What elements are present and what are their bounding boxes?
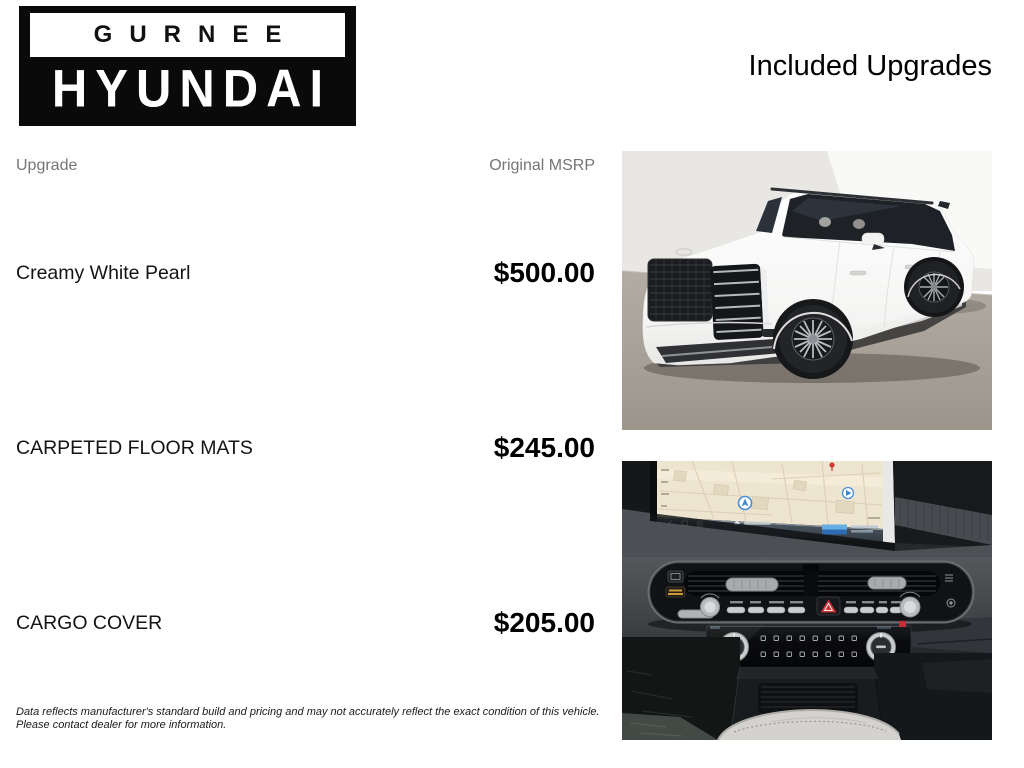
page-title: Included Upgrades bbox=[748, 50, 992, 82]
dealer-logo bbox=[19, 6, 356, 126]
vehicle-interior-photo bbox=[622, 461, 992, 740]
dealer-logo-bottom bbox=[30, 57, 345, 121]
disclaimer-line-2: Please contact dealer for more information. bbox=[16, 718, 227, 731]
upgrade-price: $500.00 bbox=[493, 257, 595, 288]
vertical-drl-stack bbox=[710, 263, 770, 340]
vent-slider bbox=[868, 577, 906, 589]
upgrade-price: $205.00 bbox=[493, 607, 595, 638]
table-row bbox=[16, 421, 595, 475]
map-poi-marker-icon bbox=[843, 488, 854, 499]
drive-mode-button bbox=[668, 571, 683, 582]
front-grille bbox=[648, 249, 712, 321]
table-row bbox=[16, 596, 595, 650]
table-row bbox=[16, 246, 595, 300]
upgrade-name: CARPETED FLOOR MATS bbox=[16, 436, 253, 459]
screen-bezel-edge bbox=[883, 461, 895, 543]
disclaimer-text bbox=[16, 706, 616, 731]
vehicle-exterior-photo bbox=[622, 151, 992, 430]
table-header bbox=[16, 154, 595, 178]
rear-wheel bbox=[904, 257, 964, 317]
upgrade-name: Creamy White Pearl bbox=[16, 261, 191, 284]
suv-interior-illustration bbox=[622, 461, 992, 740]
dealer-logo-top bbox=[30, 13, 345, 57]
upgrade-name: CARGO COVER bbox=[16, 611, 163, 634]
brand-name: HYUNDAI bbox=[51, 59, 332, 119]
center-control-capsule bbox=[649, 562, 974, 623]
column-header-upgrade: Upgrade bbox=[16, 157, 78, 174]
map-vehicle-marker-icon bbox=[739, 497, 752, 510]
disclaimer-line-1: Data reflects manufacturer's standard build and pricing and may not accurately reflect the exact condition of this vehicle. bbox=[16, 706, 600, 718]
hazard-warning-icon bbox=[817, 597, 840, 615]
upgrade-price: $245.00 bbox=[493, 432, 595, 463]
front-wheel bbox=[773, 299, 853, 379]
dealer-name: GURNEE bbox=[93, 21, 299, 48]
tow-mode-button bbox=[666, 587, 685, 597]
column-header-msrp: Original MSRP bbox=[489, 157, 595, 174]
red-tag bbox=[899, 621, 906, 627]
suv-exterior-illustration bbox=[622, 151, 992, 430]
